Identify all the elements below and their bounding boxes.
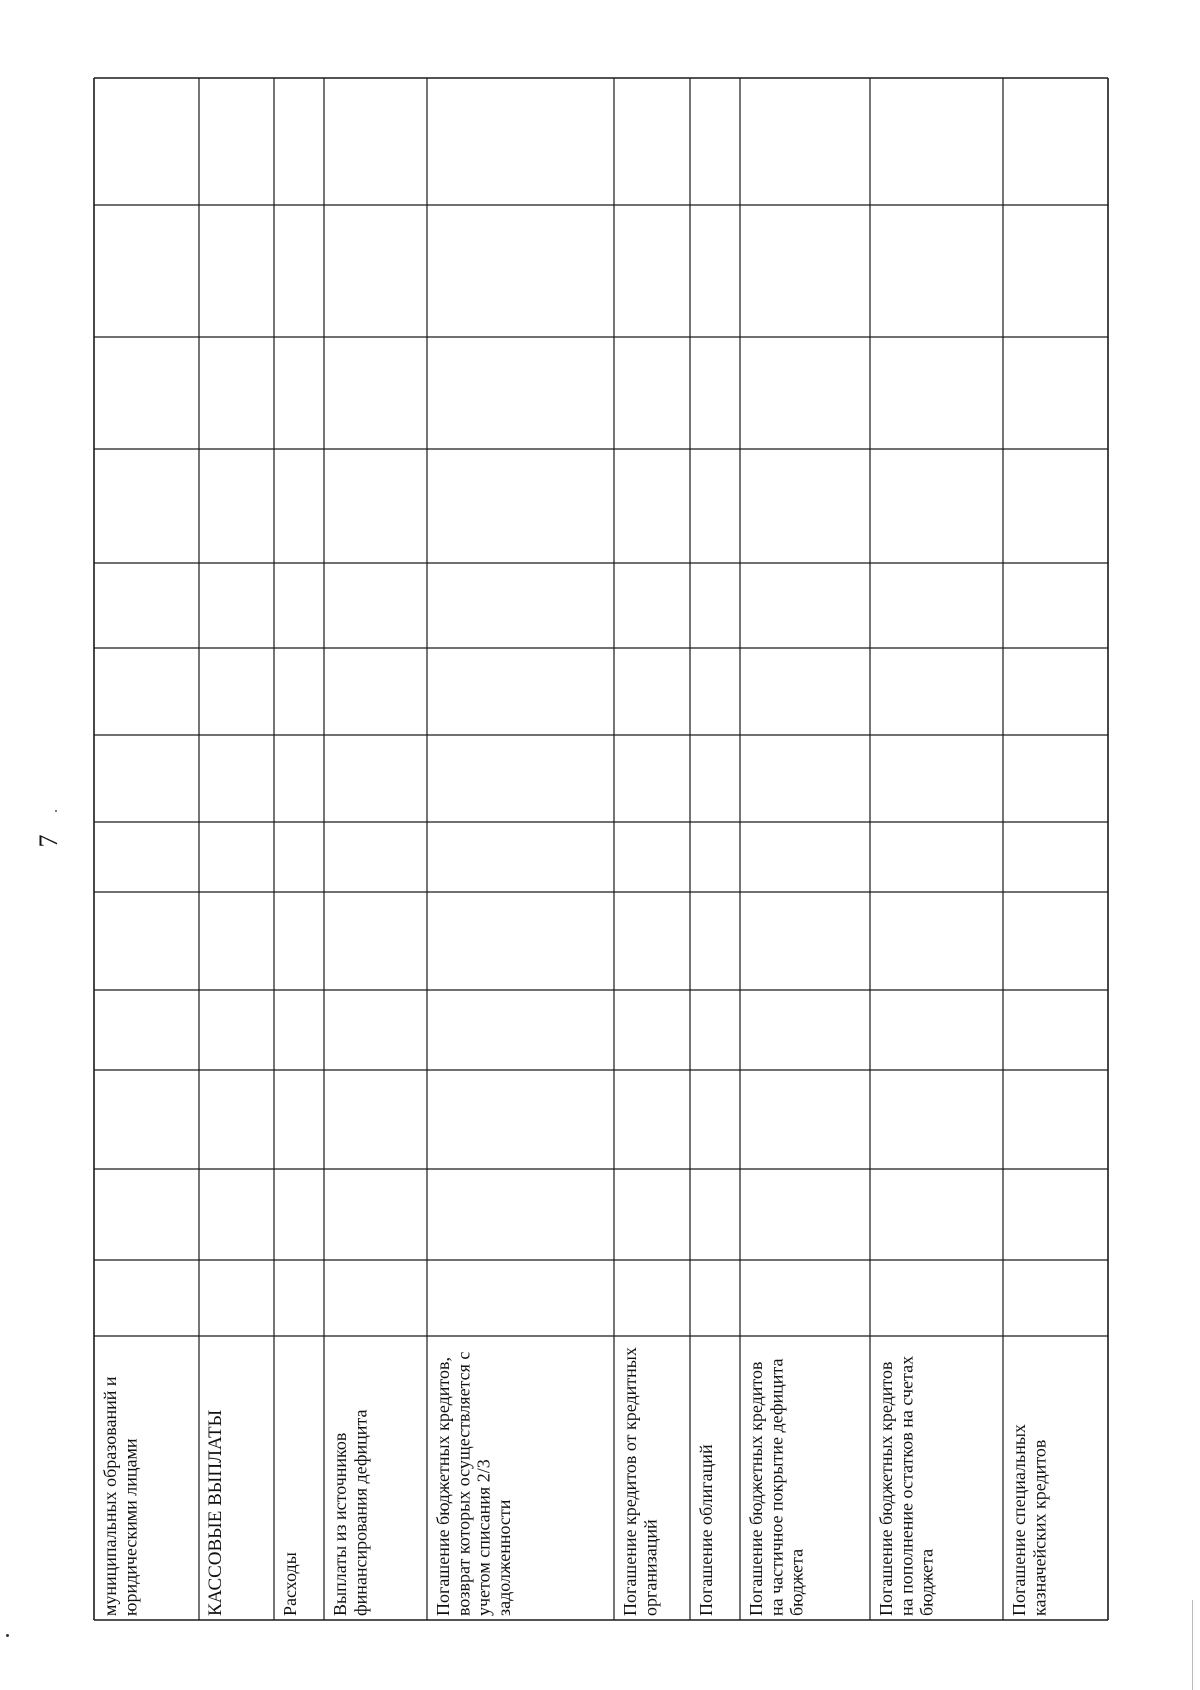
row-label-expenses: Расходы — [280, 1552, 300, 1616]
row-label-cash-payments: КАССОВЫЕ ВЫПЛАТЫ — [205, 1409, 226, 1616]
row-label-municipal: муниципальных образований и юридическими лицами — [100, 1376, 141, 1616]
row-label-budget-credits-writeoff: Погашение бюджетных кредитов, возврат которых осуществляется с учетом списания 2/3 задолженности — [433, 1351, 514, 1616]
row-label-credit-org-repayment: Погашение кредитов от кредитных организаций — [620, 1347, 661, 1616]
row-label-deficit-coverage-credits: Погашение бюджетных кредитов на частичное покрытие дефицита бюджета — [746, 1358, 807, 1616]
row-label-bonds-repayment: Погашение облигаций — [696, 1444, 716, 1616]
row-label-treasury-credits: Погашение специальных казначейских кредитов — [1009, 1424, 1050, 1616]
page-number: 7 — [34, 834, 63, 848]
row-label-balance-replenishment-credits: Погашение бюджетных кредитов на пополнение остатков на счетах бюджета — [876, 1355, 937, 1616]
row-label-deficit-financing: Выплаты из источников финансирования дефицита — [330, 1409, 371, 1616]
